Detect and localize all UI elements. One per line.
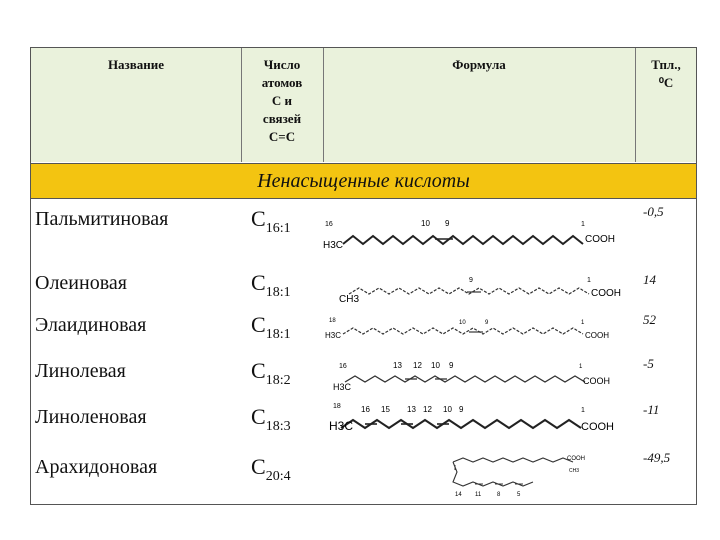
formula-label: H3C bbox=[329, 419, 354, 433]
formula-label: 10 bbox=[443, 405, 452, 414]
carbon-count bbox=[251, 206, 291, 237]
formula-label: 16 bbox=[361, 405, 370, 414]
formula-label: 8 bbox=[497, 492, 501, 498]
header-count-line: атомов bbox=[261, 75, 303, 90]
formula-label: 9 bbox=[485, 320, 489, 326]
formula-label: 9 bbox=[445, 219, 450, 228]
section-title: Ненасыщенные кислоты bbox=[257, 170, 470, 192]
palmitoleic-formula bbox=[319, 206, 639, 254]
formula-label: H3C bbox=[323, 240, 344, 251]
formula-label: CH3 bbox=[339, 294, 360, 305]
table-row bbox=[31, 200, 696, 258]
formula-label: CH3 bbox=[569, 468, 580, 474]
formula-label: 10 bbox=[459, 320, 466, 326]
formula-label: 5 bbox=[517, 492, 521, 498]
carbon-subscript: 18:2 bbox=[265, 373, 291, 388]
carbon-symbol: C bbox=[251, 454, 266, 479]
formula-label: 13 bbox=[393, 361, 402, 370]
header-formula: Формула bbox=[452, 57, 506, 72]
header-count-line: С и bbox=[271, 93, 293, 108]
formula-label: 16 bbox=[325, 221, 333, 228]
formula-label: H3C bbox=[325, 331, 342, 340]
acid-name: Пальмитиновая bbox=[35, 208, 169, 230]
acid-name: Арахидоновая bbox=[35, 456, 158, 478]
carbon-subscript: 16:1 bbox=[265, 221, 291, 236]
carbon-count bbox=[251, 358, 291, 389]
formula-label: COOH bbox=[583, 376, 610, 386]
oleic-formula bbox=[319, 262, 639, 310]
melting-point: -49,5 bbox=[643, 450, 671, 465]
table-row bbox=[31, 348, 696, 396]
carbon-count bbox=[251, 454, 291, 485]
header-count-line: С=С bbox=[268, 129, 296, 144]
elaidic-formula bbox=[319, 304, 639, 352]
linolenic-formula bbox=[319, 396, 639, 444]
header-name: Название bbox=[107, 57, 165, 72]
carbon-subscript: 18:3 bbox=[265, 419, 291, 434]
fatty-acids-table bbox=[30, 47, 697, 505]
acid-name: Линоленовая bbox=[35, 406, 147, 428]
table-row bbox=[31, 304, 696, 348]
header-temp bbox=[635, 56, 697, 92]
arachidonic-formula bbox=[319, 450, 639, 498]
formula-label: COOH bbox=[591, 288, 621, 299]
table-row bbox=[31, 396, 696, 446]
formula-label: 1 bbox=[579, 364, 583, 370]
carbon-subscript: 18:1 bbox=[265, 285, 291, 300]
carbon-count bbox=[251, 312, 291, 343]
formula-label: H3C bbox=[333, 382, 352, 392]
melting-point: -0,5 bbox=[643, 204, 664, 219]
formula-label: 12 bbox=[413, 361, 422, 370]
formula-label: 10 bbox=[431, 361, 440, 370]
formula-label: COOH bbox=[585, 234, 615, 245]
table-header bbox=[31, 48, 696, 162]
formula-label: 1 bbox=[581, 320, 585, 326]
table-row bbox=[31, 258, 696, 304]
carbon-symbol: C bbox=[251, 358, 266, 383]
formula-label: 12 bbox=[423, 405, 432, 414]
section-band bbox=[31, 163, 696, 199]
linoleic-formula bbox=[319, 348, 639, 396]
formula-label: 18 bbox=[329, 318, 336, 324]
formula-label: 9 bbox=[469, 277, 473, 284]
formula-label: 18 bbox=[333, 403, 341, 410]
melting-point: 52 bbox=[643, 312, 656, 327]
acid-name: Элаидиновая bbox=[35, 314, 147, 336]
carbon-symbol: C bbox=[251, 404, 266, 429]
formula-label: 13 bbox=[407, 405, 416, 414]
formula-label: 9 bbox=[459, 405, 464, 414]
formula-label: 15 bbox=[381, 405, 390, 414]
formula-label: 16 bbox=[339, 363, 347, 370]
formula-label: 1 bbox=[581, 221, 585, 228]
header-temp-line: Тпл., bbox=[651, 57, 681, 72]
melting-point: 14 bbox=[643, 272, 656, 287]
carbon-subscript: 18:1 bbox=[265, 327, 291, 342]
carbon-symbol: C bbox=[251, 312, 266, 337]
formula-label: 14 bbox=[455, 492, 462, 498]
header-count-line: Число bbox=[263, 57, 301, 72]
carbon-symbol: C bbox=[251, 206, 266, 231]
acid-name: Олеиновая bbox=[35, 272, 127, 294]
header-temp-line: ⁰С bbox=[658, 75, 674, 90]
melting-point: -5 bbox=[643, 356, 654, 371]
carbon-count bbox=[251, 404, 291, 435]
table-row bbox=[31, 446, 696, 504]
formula-label: 11 bbox=[475, 492, 482, 498]
formula-label: COOH bbox=[567, 456, 585, 462]
carbon-count bbox=[251, 270, 291, 301]
formula-label: 10 bbox=[421, 219, 430, 228]
header-count bbox=[241, 56, 323, 146]
formula-label: COOH bbox=[585, 331, 609, 340]
formula-label: 9 bbox=[449, 361, 454, 370]
acid-name: Линолевая bbox=[35, 360, 126, 382]
formula-label: 1 bbox=[587, 277, 591, 284]
carbon-symbol: C bbox=[251, 270, 266, 295]
header-count-line: связей bbox=[262, 111, 302, 126]
formula-label: COOH bbox=[581, 421, 614, 433]
melting-point: -11 bbox=[643, 402, 660, 417]
carbon-subscript: 20:4 bbox=[265, 469, 291, 484]
formula-label: 1 bbox=[581, 407, 585, 414]
